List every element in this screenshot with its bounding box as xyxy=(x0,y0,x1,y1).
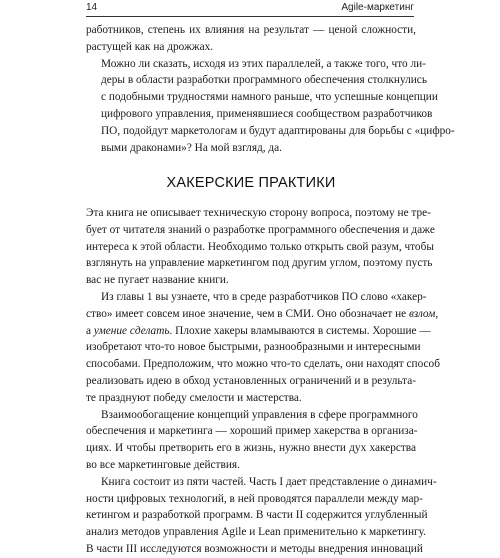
text-line: интереса к этой области. Необходимо только открыть свой разум, чтобы xyxy=(86,240,434,253)
body-text-top xyxy=(86,22,455,156)
text-line: те празднуют победу смелости и мастерства. xyxy=(86,391,302,404)
body-text-bottom xyxy=(86,205,440,558)
text-line: кетингом и разработкой программ. В части II содержится углубленный xyxy=(86,509,428,522)
text-line: взглянуть на управление маркетингом под другим углом, поэтому пусть xyxy=(86,257,433,270)
text-line: В части III исследуются возможности и методы внедрения инноваций xyxy=(86,542,423,555)
page-number: 14 xyxy=(86,2,98,13)
text-line: способами. Предположим, что можно что-то сделать, они находят способ xyxy=(86,358,440,371)
text-line: ПО, подойдут маркетологам и будут адаптированы для борьбы с «цифро- xyxy=(101,124,455,137)
text-line: Эта книга не описывает техническую сторону вопроса, поэтому не тре- xyxy=(86,207,431,219)
text-line: Взаимообогащение концепций управления в сфере программного xyxy=(101,408,418,421)
text-line: работников, степень их влияния на результат — ценой сложности, xyxy=(86,24,416,36)
running-head-title: Agile-маркетинг xyxy=(341,2,414,13)
text-line: Из главы 1 вы узнаете, что в среде разработчиков ПО слово «хакер- xyxy=(101,290,427,303)
paragraph xyxy=(86,56,455,157)
text-line: бует от читателя знаний о разработке программного обеспечения и даже xyxy=(86,223,435,236)
text-line: обеспечения и маркетинга — хороший пример хакерства в организа- xyxy=(86,425,418,438)
text-line: а умение сделать. Плохие хакеры вламываются в системы. Хорошие — xyxy=(86,324,431,337)
text-line: ство» имеет совсем иное значение, чем в СМИ. Оно обозначает не взлом, xyxy=(86,307,439,320)
text-line: во все маркетинговые действия. xyxy=(86,458,240,471)
text-line: деры в области разработки программного обеспечения столкнулись xyxy=(101,74,427,87)
section-heading: ХАКЕРСКИЕ ПРАКТИКИ xyxy=(166,175,336,191)
text-line: растущей как на дрожжах. xyxy=(86,40,214,53)
header-rule xyxy=(86,16,414,17)
text-line: циях. И чтобы претворить его в жизнь, нужно внести дух хакерства xyxy=(86,442,416,455)
text-line: ности цифровых технологий, в ней проводятся параллели между мар- xyxy=(86,492,423,505)
paragraph xyxy=(86,289,440,407)
text-line: реализовать идею в обход установленных ограничений и в результа- xyxy=(86,374,416,387)
paragraph xyxy=(86,474,437,558)
text-line: цифрового управления, применявшиеся сообществом разработчиков xyxy=(101,107,433,120)
text-line: вас не пугает название книги. xyxy=(86,274,229,287)
text-line: с подобными трудностями намного раньше, что успешные концепции xyxy=(101,91,438,104)
text-line: Книга состоит из пяти частей. Часть I дает представление о динамич- xyxy=(101,475,437,488)
paragraph xyxy=(86,407,416,474)
paragraph xyxy=(86,205,435,289)
text-line: Можно ли сказать, исходя из этих параллелей, а также того, что ли- xyxy=(101,57,426,70)
running-header xyxy=(86,2,414,16)
paragraph-continuation xyxy=(86,22,416,56)
text-line: изобретают что-то новое быстрыми, разнообразными и интересными xyxy=(86,341,421,354)
text-line: выми драконами»? На мой взгляд, да. xyxy=(101,141,282,154)
text-line: анализ методов управления Agile и Lean применительно к маркетингу. xyxy=(86,526,426,539)
